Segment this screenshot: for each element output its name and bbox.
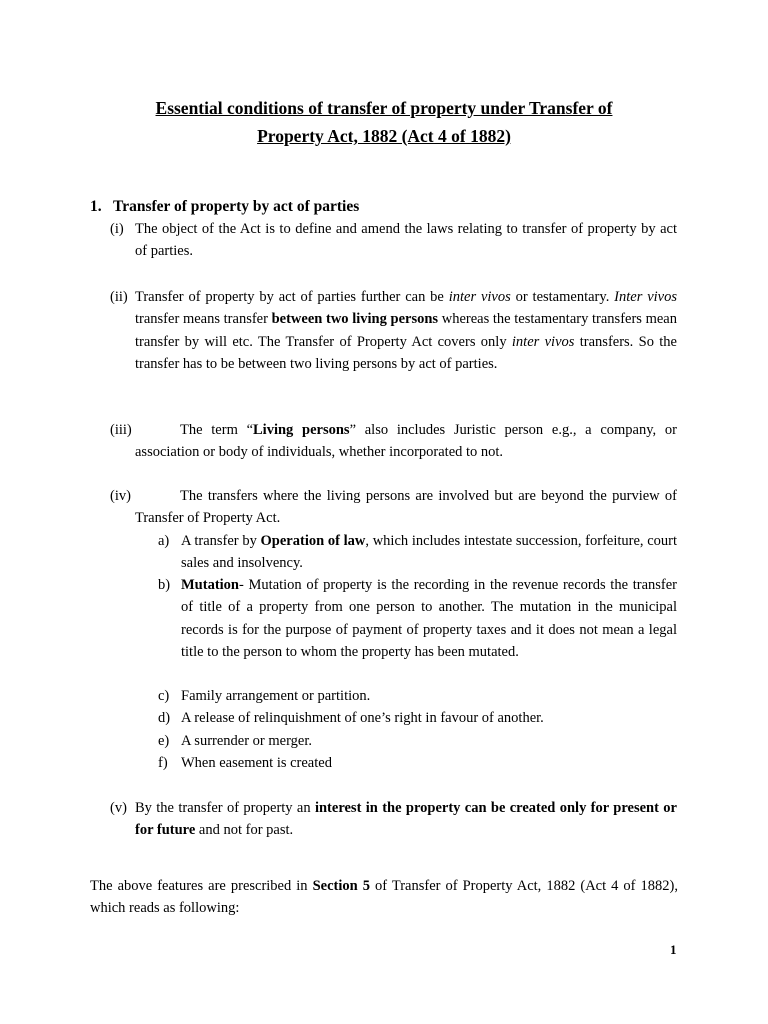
subitem-b-text: Mutation- Mutation of property is the recording in the revenue records the transfer of title of a property from one person to another. The mutation in the municipal records is for the purpose of payment of property taxes and it does not mean a legal title to the person to whom the property has been mutated. <box>181 577 677 661</box>
item-ii-marker: (ii) <box>110 289 128 305</box>
subitem-c-text: Family arrangement or partition. <box>181 688 371 704</box>
section-heading-text: Transfer of property by act of parties <box>113 198 360 215</box>
subitem-a-text: A transfer by Operation of law, which includes intestate succession, forfeiture, court sales and insolvency. <box>181 533 678 572</box>
subitem-f-marker: f) <box>158 755 168 771</box>
section-number: 1. <box>90 198 102 215</box>
title-line-1: Essential conditions of transfer of property under Transfer of <box>155 98 613 118</box>
subitem-d-text: A release of relinquishment of one’s right in favour of another. <box>181 710 544 726</box>
subitem-a-marker: a) <box>158 533 170 549</box>
subitem-b-marker: b) <box>158 577 171 593</box>
page-title <box>90 94 678 150</box>
subitem-e-marker: e) <box>158 733 170 749</box>
item-iii-marker: (iii) <box>110 422 132 438</box>
subitem-c-marker: c) <box>158 688 170 704</box>
subitem-f-text: When easement is created <box>181 755 332 771</box>
item-iv-text: The transfers where the living persons are involved but are beyond the purview of Transfer of Property Act. <box>135 488 677 527</box>
item-i-marker: (i) <box>110 221 124 237</box>
closing-paragraph: The above features are prescribed in Section 5 of Transfer of Property Act, 1882 (Act 4 of 1882), which reads as following: <box>90 878 678 917</box>
item-ii-text: Transfer of property by act of parties further can be inter vivos or testamentary. Inter vivos transfer means transfer between two living persons whereas the testamentary transfers mean transfer by will etc. The Transfer of Property Act covers only inter vivos transfers. So the transfer has to be between two living persons by act of parties. <box>135 289 678 373</box>
section-heading <box>90 196 359 218</box>
page-number: 1 <box>670 942 677 957</box>
subitem-e-text: A surrender or merger. <box>181 733 312 749</box>
item-iii-text: The term “Living persons” also includes Juristic person e.g., a company, or association or body of individuals, whether incorporated to not. <box>135 422 677 461</box>
item-i-text: The object of the Act is to define and amend the laws relating to transfer of property by act of parties. <box>135 221 677 260</box>
subitem-d-marker: d) <box>158 710 171 726</box>
item-v-marker: (v) <box>110 800 127 816</box>
title-line-2: Property Act, 1882 (Act 4 of 1882) <box>257 126 511 146</box>
item-iv-marker: (iv) <box>110 488 131 504</box>
item-v-text: By the transfer of property an interest in the property can be created only for present or for future and not for past. <box>135 800 677 839</box>
